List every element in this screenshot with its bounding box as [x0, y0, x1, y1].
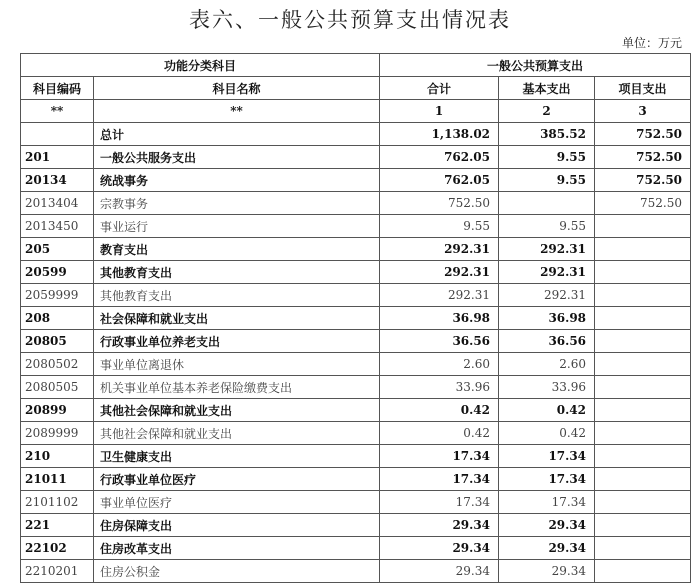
- row-project-cell: [595, 330, 691, 353]
- table-body: [21, 123, 691, 583]
- row-total-cell: 17.34: [380, 468, 499, 491]
- table-row: [21, 330, 691, 353]
- row-total-cell: 29.34: [380, 514, 499, 537]
- row-total-cell: 292.31: [380, 284, 499, 307]
- table-row: [21, 215, 691, 238]
- table-row: [21, 169, 691, 192]
- row-project-cell: [595, 491, 691, 514]
- row-project-cell: [595, 537, 691, 560]
- table-row: [21, 146, 691, 169]
- header-project: 项目支出: [595, 77, 691, 100]
- row-total-cell: 9.55: [380, 215, 499, 238]
- row-basic-cell: 0.42: [499, 422, 595, 445]
- index-total: 1: [380, 100, 499, 123]
- row-project-cell: [595, 422, 691, 445]
- row-code-cell: 2059999: [21, 284, 94, 307]
- row-code-cell: 20599: [21, 261, 94, 284]
- row-name-cell: 住房保障支出: [94, 514, 380, 537]
- header-index-row: [21, 100, 691, 123]
- row-name-cell: 事业运行: [94, 215, 380, 238]
- row-total-cell: 17.34: [380, 445, 499, 468]
- header-total: 合计: [380, 77, 499, 100]
- row-project-cell: 752.50: [595, 169, 691, 192]
- row-total-cell: 762.05: [380, 169, 499, 192]
- table-row: [21, 261, 691, 284]
- row-code-cell: 20805: [21, 330, 94, 353]
- row-total-cell: 292.31: [380, 261, 499, 284]
- row-total-cell: 36.56: [380, 330, 499, 353]
- row-basic-cell: 2.60: [499, 353, 595, 376]
- header-group-left: 功能分类科目: [21, 54, 380, 77]
- index-basic: 2: [499, 100, 595, 123]
- row-basic-cell: 17.34: [499, 445, 595, 468]
- unit-label: 单位：万元: [621, 36, 682, 50]
- row-basic-cell: [499, 192, 595, 215]
- header-column-row: [21, 77, 691, 100]
- row-basic-cell: 9.55: [499, 146, 595, 169]
- row-code-cell: 2101102: [21, 491, 94, 514]
- row-name-cell: 住房公积金: [94, 560, 380, 583]
- row-basic-cell: 292.31: [499, 284, 595, 307]
- row-total-cell: 36.98: [380, 307, 499, 330]
- row-project-cell: [595, 445, 691, 468]
- row-basic-cell: 385.52: [499, 123, 595, 146]
- row-name-cell: 行政事业单位医疗: [94, 468, 380, 491]
- row-code-cell: 201: [21, 146, 94, 169]
- row-basic-cell: 29.34: [499, 537, 595, 560]
- row-project-cell: [595, 284, 691, 307]
- row-project-cell: 752.50: [595, 192, 691, 215]
- table-row: [21, 353, 691, 376]
- header-code: 科目编码: [21, 77, 94, 100]
- table-row: [21, 238, 691, 261]
- row-total-cell: 752.50: [380, 192, 499, 215]
- row-basic-cell: 292.31: [499, 261, 595, 284]
- row-code-cell: 210: [21, 445, 94, 468]
- row-name-cell: 机关事业单位基本养老保险缴费支出: [94, 376, 380, 399]
- row-code-cell: 2013404: [21, 192, 94, 215]
- row-name-cell: 事业单位医疗: [94, 491, 380, 514]
- row-project-cell: [595, 353, 691, 376]
- row-code-cell: 21011: [21, 468, 94, 491]
- row-basic-cell: 29.34: [499, 560, 595, 583]
- row-total-cell: 17.34: [380, 491, 499, 514]
- row-name-cell: 其他社会保障和就业支出: [94, 422, 380, 445]
- row-code-cell: [21, 123, 94, 146]
- row-total-cell: 292.31: [380, 238, 499, 261]
- table-row: [21, 123, 691, 146]
- row-name-cell: 其他教育支出: [94, 261, 380, 284]
- row-project-cell: [595, 560, 691, 583]
- row-total-cell: 0.42: [380, 399, 499, 422]
- row-name-cell: 一般公共服务支出: [94, 146, 380, 169]
- row-project-cell: [595, 468, 691, 491]
- row-code-cell: 2080505: [21, 376, 94, 399]
- row-basic-cell: 9.55: [499, 215, 595, 238]
- row-basic-cell: 292.31: [499, 238, 595, 261]
- row-basic-cell: 29.34: [499, 514, 595, 537]
- table-row: [21, 284, 691, 307]
- row-name-cell: 卫生健康支出: [94, 445, 380, 468]
- row-code-cell: 208: [21, 307, 94, 330]
- header-group-right: 一般公共预算支出: [380, 54, 691, 77]
- budget-table: [20, 53, 691, 583]
- row-project-cell: 752.50: [595, 123, 691, 146]
- row-basic-cell: 9.55: [499, 169, 595, 192]
- row-name-cell: 行政事业单位养老支出: [94, 330, 380, 353]
- row-total-cell: 29.34: [380, 560, 499, 583]
- row-code-cell: 2210201: [21, 560, 94, 583]
- row-name-cell: 教育支出: [94, 238, 380, 261]
- row-code-cell: 20899: [21, 399, 94, 422]
- table-row: [21, 468, 691, 491]
- table-row: [21, 399, 691, 422]
- row-name-cell: 社会保障和就业支出: [94, 307, 380, 330]
- row-project-cell: [595, 399, 691, 422]
- header-group-row: [21, 54, 691, 77]
- table-row: [21, 192, 691, 215]
- row-name-cell: 宗教事务: [94, 192, 380, 215]
- header-basic: 基本支出: [499, 77, 595, 100]
- table-row: [21, 537, 691, 560]
- row-code-cell: 22102: [21, 537, 94, 560]
- row-code-cell: 2013450: [21, 215, 94, 238]
- row-name-cell: 总计: [94, 123, 380, 146]
- row-name-cell: 其他社会保障和就业支出: [94, 399, 380, 422]
- row-project-cell: [595, 376, 691, 399]
- row-total-cell: 762.05: [380, 146, 499, 169]
- row-project-cell: [595, 261, 691, 284]
- row-project-cell: [595, 238, 691, 261]
- table-row: [21, 514, 691, 537]
- row-code-cell: 205: [21, 238, 94, 261]
- row-project-cell: 752.50: [595, 146, 691, 169]
- row-project-cell: [595, 514, 691, 537]
- table-row: [21, 376, 691, 399]
- table-row: [21, 560, 691, 583]
- row-project-cell: [595, 307, 691, 330]
- table-row: [21, 307, 691, 330]
- row-name-cell: 住房改革支出: [94, 537, 380, 560]
- row-total-cell: 33.96: [380, 376, 499, 399]
- row-code-cell: 2089999: [21, 422, 94, 445]
- row-code-cell: 221: [21, 514, 94, 537]
- row-basic-cell: 36.98: [499, 307, 595, 330]
- index-project: 3: [595, 100, 691, 123]
- header-name: 科目名称: [94, 77, 380, 100]
- row-code-cell: 2080502: [21, 353, 94, 376]
- index-name: **: [94, 100, 380, 123]
- row-name-cell: 事业单位离退休: [94, 353, 380, 376]
- row-basic-cell: 17.34: [499, 491, 595, 514]
- page-title: 表六、一般公共预算支出情况表: [189, 8, 511, 32]
- index-code: **: [21, 100, 94, 123]
- row-basic-cell: 0.42: [499, 399, 595, 422]
- row-basic-cell: 17.34: [499, 468, 595, 491]
- row-total-cell: 0.42: [380, 422, 499, 445]
- row-basic-cell: 33.96: [499, 376, 595, 399]
- row-basic-cell: 36.56: [499, 330, 595, 353]
- row-name-cell: 统战事务: [94, 169, 380, 192]
- row-project-cell: [595, 215, 691, 238]
- table-row: [21, 491, 691, 514]
- row-total-cell: 2.60: [380, 353, 499, 376]
- table-row: [21, 422, 691, 445]
- row-code-cell: 20134: [21, 169, 94, 192]
- row-total-cell: 29.34: [380, 537, 499, 560]
- row-total-cell: 1,138.02: [380, 123, 499, 146]
- table-row: [21, 445, 691, 468]
- row-name-cell: 其他教育支出: [94, 284, 380, 307]
